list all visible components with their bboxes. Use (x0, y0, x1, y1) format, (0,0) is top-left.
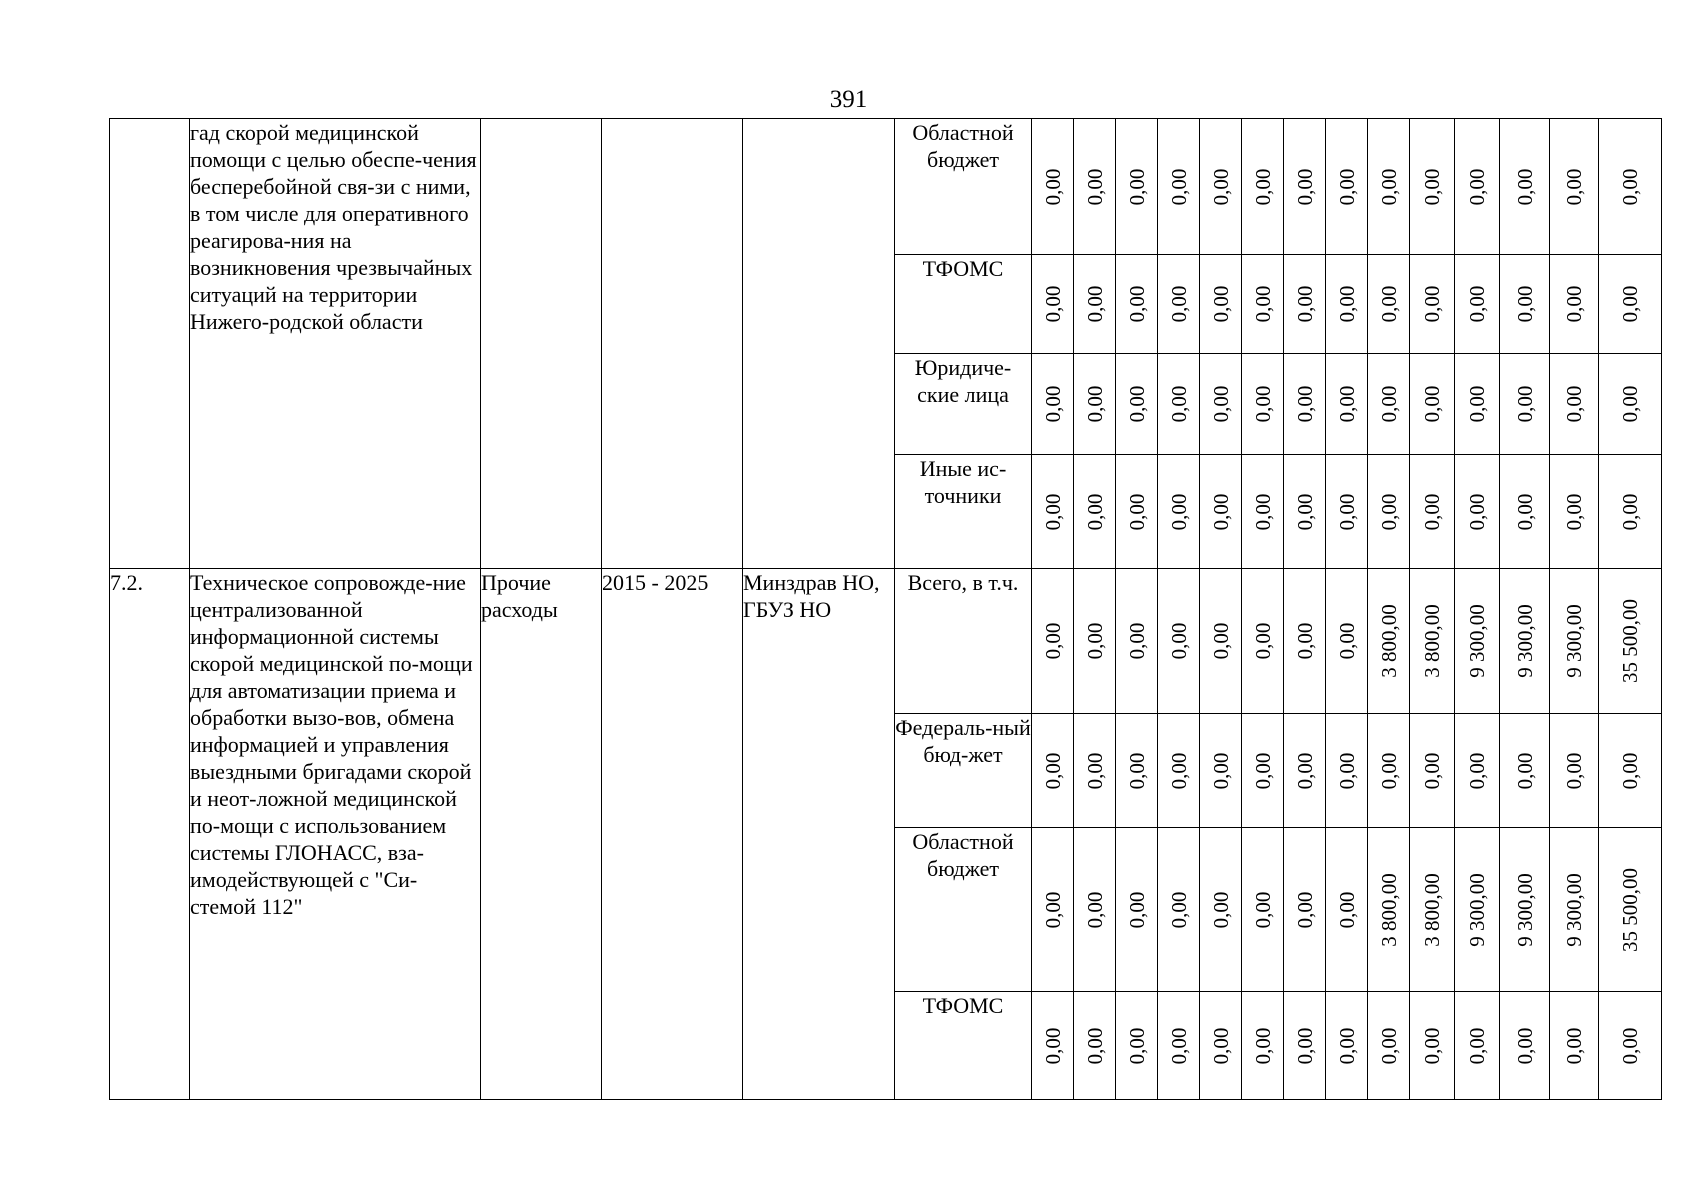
value-cell (1368, 828, 1410, 992)
value-text: 0,00 (1166, 385, 1191, 423)
value-text: 0,00 (1208, 493, 1233, 530)
value-cell (1455, 354, 1500, 455)
period-cell: 2015 - 2025 (602, 569, 743, 1100)
value-text: 0,00 (1334, 168, 1359, 205)
value-cell (1116, 255, 1158, 354)
value-text: 0,00 (1082, 1027, 1107, 1064)
value-cell (1326, 569, 1368, 714)
value-text: 0,00 (1420, 493, 1444, 530)
value-cell (1599, 828, 1662, 992)
value-cell (1550, 992, 1599, 1100)
value-cell (1410, 255, 1455, 354)
value-text: 0,00 (1562, 752, 1586, 789)
value-text: 0,00 (1376, 1027, 1401, 1064)
value-cell (1599, 455, 1662, 569)
value-text: 9 300,00 (1512, 872, 1537, 947)
value-text: 0,00 (1618, 493, 1642, 530)
value-text: 35 500,00 (1618, 867, 1642, 952)
value-text: 0,00 (1618, 168, 1642, 205)
value-text: 0,00 (1334, 493, 1359, 530)
value-text: 0,00 (1465, 385, 1489, 423)
value-cell (1455, 455, 1500, 569)
value-text: 0,00 (1562, 493, 1586, 530)
value-text: 0,00 (1124, 285, 1149, 323)
value-cell (1284, 714, 1326, 828)
value-text: 0,00 (1334, 891, 1359, 928)
value-text: 0,00 (1124, 385, 1149, 423)
value-text: 3 800,00 (1376, 872, 1401, 947)
value-cell (1599, 119, 1662, 255)
value-cell (1074, 119, 1116, 255)
value-text: 0,00 (1124, 168, 1149, 205)
value-cell (1500, 119, 1550, 255)
value-cell (1158, 828, 1200, 992)
value-cell (1550, 255, 1599, 354)
value-text: 0,00 (1208, 752, 1233, 789)
value-text: 9 300,00 (1562, 604, 1586, 678)
value-cell (1074, 354, 1116, 455)
value-cell (1284, 119, 1326, 255)
value-cell (1158, 255, 1200, 354)
value-cell (1158, 455, 1200, 569)
value-text: 0,00 (1124, 891, 1149, 928)
value-cell (1116, 828, 1158, 992)
value-cell (1326, 119, 1368, 255)
value-text: 0,00 (1082, 891, 1107, 928)
value-text: 0,00 (1208, 891, 1233, 928)
value-text: 0,00 (1512, 285, 1537, 323)
value-text: 0,00 (1376, 752, 1401, 789)
value-cell (1410, 992, 1455, 1100)
value-text: 0,00 (1166, 752, 1191, 789)
funding-source-cell: ТФОМС (895, 255, 1032, 354)
value-text: 0,00 (1465, 1027, 1489, 1064)
value-text: 0,00 (1124, 752, 1149, 789)
value-cell (1410, 119, 1455, 255)
value-text: 0,00 (1166, 285, 1191, 323)
budget-table (109, 118, 1662, 1100)
value-text: 0,00 (1082, 493, 1107, 530)
value-text: 3 800,00 (1376, 604, 1401, 678)
value-text: 0,00 (1618, 285, 1642, 323)
value-text: 3 800,00 (1420, 604, 1444, 678)
value-text: 0,00 (1250, 285, 1275, 323)
value-text: 0,00 (1512, 385, 1537, 423)
value-text: 0,00 (1040, 285, 1065, 323)
value-text: 0,00 (1040, 385, 1065, 423)
value-text: 0,00 (1465, 168, 1489, 205)
value-text: 0,00 (1420, 752, 1444, 789)
value-cell (1500, 828, 1550, 992)
value-text: 0,00 (1208, 622, 1233, 660)
value-cell (1116, 992, 1158, 1100)
value-text: 0,00 (1082, 285, 1107, 323)
table-row (110, 119, 1662, 255)
value-cell (1200, 255, 1242, 354)
value-text: 9 300,00 (1512, 604, 1537, 678)
value-cell (1368, 714, 1410, 828)
value-cell (1074, 992, 1116, 1100)
value-cell (1326, 828, 1368, 992)
value-cell (1455, 714, 1500, 828)
value-text: 0,00 (1166, 1027, 1191, 1064)
value-cell (1368, 569, 1410, 714)
value-cell (1500, 714, 1550, 828)
value-text: 0,00 (1376, 168, 1401, 205)
item-description-cell: Техническое сопровожде-ние централизованной информационной системы скорой медицинской по-мощи для автоматизации приема и обработки вызо-вов, обмена информацией и управления выездными бригадами скорой и неот-ложной медицинской по-мощи с использованием системы ГЛОНАСС, вза-имодействующей с "Си-стемой 112" (190, 569, 481, 1100)
value-text: 9 300,00 (1465, 604, 1489, 678)
value-text: 0,00 (1465, 285, 1489, 323)
value-text: 0,00 (1292, 1027, 1317, 1064)
value-text: 0,00 (1465, 493, 1489, 530)
value-text: 0,00 (1040, 891, 1065, 928)
expense-type-cell (481, 119, 602, 569)
value-text: 0,00 (1618, 752, 1642, 789)
value-cell (1116, 119, 1158, 255)
value-text: 0,00 (1124, 622, 1149, 660)
value-cell (1550, 354, 1599, 455)
value-cell (1200, 992, 1242, 1100)
value-cell (1599, 255, 1662, 354)
funding-source-cell: Федераль-ный бюд-жет (895, 714, 1032, 828)
value-text: 0,00 (1166, 891, 1191, 928)
value-cell (1550, 714, 1599, 828)
value-text: 0,00 (1250, 891, 1275, 928)
value-text: 0,00 (1420, 168, 1444, 205)
value-cell (1410, 569, 1455, 714)
value-text: 0,00 (1618, 385, 1642, 423)
value-text: 0,00 (1040, 168, 1065, 205)
value-text: 9 300,00 (1562, 872, 1586, 947)
value-cell (1455, 255, 1500, 354)
value-text: 0,00 (1334, 385, 1359, 423)
value-cell (1242, 714, 1284, 828)
value-cell (1200, 569, 1242, 714)
value-cell (1599, 714, 1662, 828)
executor-cell (743, 119, 895, 569)
value-cell (1200, 455, 1242, 569)
value-text: 0,00 (1292, 285, 1317, 323)
value-cell (1326, 255, 1368, 354)
value-cell (1200, 119, 1242, 255)
value-text: 0,00 (1562, 285, 1586, 323)
value-cell (1368, 119, 1410, 255)
value-text: 0,00 (1208, 285, 1233, 323)
value-cell (1410, 714, 1455, 828)
value-cell (1242, 569, 1284, 714)
value-cell (1242, 455, 1284, 569)
value-cell (1116, 569, 1158, 714)
value-cell (1032, 992, 1074, 1100)
value-cell (1284, 354, 1326, 455)
value-cell (1410, 354, 1455, 455)
value-text: 0,00 (1512, 493, 1537, 530)
value-cell (1242, 255, 1284, 354)
value-text: 0,00 (1420, 385, 1444, 423)
value-text: 0,00 (1166, 493, 1191, 530)
value-text: 0,00 (1166, 622, 1191, 660)
value-cell (1116, 455, 1158, 569)
value-cell (1284, 828, 1326, 992)
value-text: 0,00 (1376, 285, 1401, 323)
value-cell (1032, 119, 1074, 255)
value-text: 0,00 (1292, 168, 1317, 205)
value-text: 0,00 (1250, 385, 1275, 423)
value-text: 0,00 (1082, 168, 1107, 205)
value-cell (1326, 455, 1368, 569)
value-cell (1200, 714, 1242, 828)
funding-source-cell: Всего, в т.ч. (895, 569, 1032, 714)
value-text: 0,00 (1292, 622, 1317, 660)
value-cell (1242, 119, 1284, 255)
value-text: 0,00 (1124, 493, 1149, 530)
funding-source-cell: Юридиче-ские лица (895, 354, 1032, 455)
value-cell (1074, 714, 1116, 828)
value-cell (1032, 455, 1074, 569)
value-text: 0,00 (1292, 493, 1317, 530)
value-text: 0,00 (1512, 168, 1537, 205)
value-text: 0,00 (1082, 752, 1107, 789)
value-text: 0,00 (1292, 385, 1317, 423)
value-cell (1284, 255, 1326, 354)
value-text: 0,00 (1250, 1027, 1275, 1064)
value-cell (1158, 569, 1200, 714)
value-cell (1284, 569, 1326, 714)
value-text: 0,00 (1512, 752, 1537, 789)
value-cell (1242, 828, 1284, 992)
value-cell (1200, 354, 1242, 455)
value-cell (1599, 569, 1662, 714)
item-description-cell: гад скорой медицинской помощи с целью обеспе-чения бесперебойной свя-зи с ними, в том числе для оперативного реагирова-ния на возникновения чрезвычайных ситуаций на территории Нижего-родской области (190, 119, 481, 569)
funding-source-cell: Областной бюджет (895, 828, 1032, 992)
value-cell (1032, 354, 1074, 455)
value-cell (1410, 455, 1455, 569)
value-cell (1158, 714, 1200, 828)
value-cell (1158, 354, 1200, 455)
value-text: 0,00 (1250, 493, 1275, 530)
value-cell (1368, 992, 1410, 1100)
value-text: 0,00 (1334, 285, 1359, 323)
value-cell (1284, 992, 1326, 1100)
value-text: 0,00 (1208, 1027, 1233, 1064)
value-cell (1242, 354, 1284, 455)
value-text: 0,00 (1124, 1027, 1149, 1064)
value-cell (1116, 354, 1158, 455)
value-text: 9 300,00 (1465, 872, 1489, 947)
value-cell (1500, 354, 1550, 455)
value-cell (1032, 828, 1074, 992)
item-number-cell: 7.2. (110, 569, 190, 1100)
value-cell (1550, 119, 1599, 255)
value-cell (1368, 354, 1410, 455)
value-text: 0,00 (1334, 752, 1359, 789)
value-cell (1032, 255, 1074, 354)
value-cell (1500, 255, 1550, 354)
period-cell (602, 119, 743, 569)
value-cell (1455, 992, 1500, 1100)
value-cell (1074, 255, 1116, 354)
value-text: 0,00 (1562, 168, 1586, 205)
value-cell (1550, 828, 1599, 992)
value-cell (1455, 569, 1500, 714)
value-text: 0,00 (1250, 622, 1275, 660)
expense-type-cell: Прочие расходы (481, 569, 602, 1100)
value-text: 0,00 (1334, 622, 1359, 660)
value-text: 0,00 (1465, 752, 1489, 789)
value-text: 3 800,00 (1420, 872, 1444, 947)
value-text: 0,00 (1040, 1027, 1065, 1064)
value-cell (1550, 569, 1599, 714)
value-cell (1599, 992, 1662, 1100)
value-text: 0,00 (1250, 752, 1275, 789)
value-cell (1326, 714, 1368, 828)
value-text: 0,00 (1562, 385, 1586, 423)
value-cell (1074, 569, 1116, 714)
value-cell (1500, 992, 1550, 1100)
value-cell (1158, 119, 1200, 255)
value-text: 0,00 (1040, 493, 1065, 530)
value-cell (1284, 455, 1326, 569)
value-text: 0,00 (1512, 1027, 1537, 1064)
value-cell (1242, 992, 1284, 1100)
funding-source-cell: Иные ис-точники (895, 455, 1032, 569)
value-cell (1074, 455, 1116, 569)
value-cell (1368, 255, 1410, 354)
value-cell (1032, 714, 1074, 828)
value-cell (1326, 354, 1368, 455)
funding-source-cell: ТФОМС (895, 992, 1032, 1100)
value-text: 0,00 (1292, 752, 1317, 789)
value-text: 0,00 (1040, 622, 1065, 660)
value-cell (1500, 455, 1550, 569)
value-text: 0,00 (1334, 1027, 1359, 1064)
value-cell (1410, 828, 1455, 992)
table-row (110, 569, 1662, 714)
page-number: 391 (829, 86, 868, 113)
value-cell (1158, 992, 1200, 1100)
value-text: 0,00 (1040, 752, 1065, 789)
value-text: 0,00 (1376, 493, 1401, 530)
value-cell (1550, 455, 1599, 569)
value-cell (1500, 569, 1550, 714)
value-text: 0,00 (1618, 1027, 1642, 1064)
value-text: 0,00 (1250, 168, 1275, 205)
value-text: 0,00 (1376, 385, 1401, 423)
value-text: 0,00 (1166, 168, 1191, 205)
value-text: 0,00 (1292, 891, 1317, 928)
funding-source-cell: Областной бюджет (895, 119, 1032, 255)
value-cell (1368, 455, 1410, 569)
value-cell (1326, 992, 1368, 1100)
value-cell (1200, 828, 1242, 992)
value-text: 0,00 (1420, 285, 1444, 323)
value-cell (1455, 828, 1500, 992)
value-text: 0,00 (1082, 622, 1107, 660)
value-text: 0,00 (1562, 1027, 1586, 1064)
value-text: 0,00 (1420, 1027, 1444, 1064)
value-text: 0,00 (1082, 385, 1107, 423)
value-text: 35 500,00 (1618, 599, 1642, 683)
value-text: 0,00 (1208, 168, 1233, 205)
value-cell (1074, 828, 1116, 992)
value-text: 0,00 (1208, 385, 1233, 423)
value-cell (1116, 714, 1158, 828)
value-cell (1032, 569, 1074, 714)
executor-cell: Минздрав НО, ГБУЗ НО (743, 569, 895, 1100)
value-cell (1455, 119, 1500, 255)
item-number-cell (110, 119, 190, 569)
value-cell (1599, 354, 1662, 455)
